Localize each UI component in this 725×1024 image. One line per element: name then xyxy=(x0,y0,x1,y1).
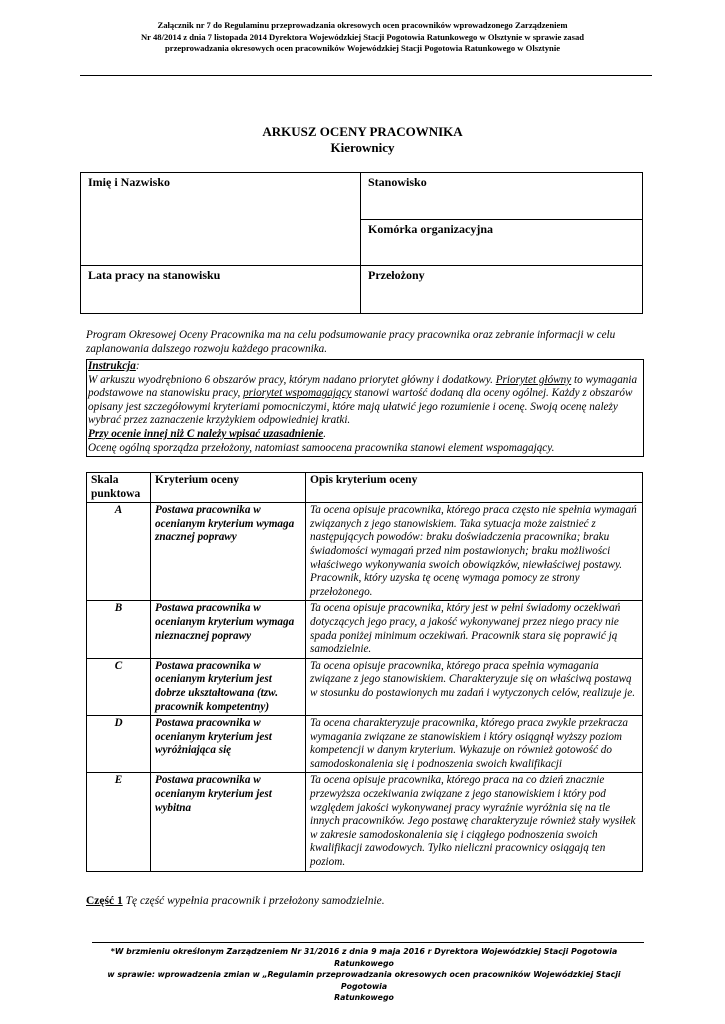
table-row xyxy=(87,658,643,715)
criterion-cell: Postawa pracownika w ocenianym kryterium jest wyróżniająca się xyxy=(151,716,306,773)
employee-info-table xyxy=(80,172,643,314)
instructions-heading: Instrukcja xyxy=(88,360,136,372)
instructions-paragraph xyxy=(88,374,642,428)
header-line: Nr 48/2014 z dnia 7 listopada 2014 Dyrektora Wojewódzkiej Stacji Pogotowia Ratunkowego w Olsztynie w sprawie zasad xyxy=(140,31,585,42)
table-row xyxy=(87,503,643,601)
criterion-cell: Postawa pracownika w ocenianym kryterium wymaga znacznej poprawy xyxy=(151,503,306,601)
scale-header: Skala punktowa xyxy=(87,473,151,503)
footer-divider xyxy=(92,942,644,943)
footer-line: w sprawie: wprowadzenia zmian w „Regulamin przeprowadzania okresowych ocen pracowników Wojewódzkiej Stacji Pogotowia xyxy=(107,970,621,991)
description-cell: Ta ocena opisuje pracownika, którego praca często nie spełnia wymagań związanych z jego stanowiskiem. Taka sytuacja może zaistnieć z następujących powodów: braku doświadczenia pracownika; braku świadomości wymagań przed nim postawionych; braku możliwości właściwego wykonywania swoich obowiązków, niewłaściwej postawy. Pracownik, który uzyska tę ocenę wymaga pomocy ze strony przełożonego. xyxy=(306,503,643,601)
position-label: Stanowisko xyxy=(368,175,427,189)
description-cell: Ta ocena opisuje pracownika, który jest w pełni świadomy oczekiwań dotyczących jego pracy, a jakość wykonywanej przez niego pracy nie spada poniżej minimum oczekiwań. Pracownik stara się poprawić ją samodzielnie. xyxy=(306,601,643,658)
unit-label: Komórka organizacyjna xyxy=(368,222,493,236)
criterion-cell: Postawa pracownika w ocenianym kryterium wymaga nieznacznej poprawy xyxy=(151,601,306,658)
table-row xyxy=(87,773,643,871)
years-label: Lata pracy na stanowisku xyxy=(88,268,221,282)
name-label: Imię i Nazwisko xyxy=(88,175,170,189)
page-title: ARKUSZ OCENY PRACOWNIKA xyxy=(262,124,463,139)
grade-cell: E xyxy=(87,773,151,871)
rating-scale-table xyxy=(86,472,643,872)
header-divider xyxy=(80,75,652,76)
support-priority-term: priorytet wspomagający xyxy=(243,387,352,400)
description-cell: Ta ocena charakteryzuje pracownika, którego praca zwykle przekracza wymagania związane ze stanowiskiem i który osiągnął wyższy poziom kompetencji w danym kryterium. Wykazuje on również gotowość do samodoskonalenia się i podnoszenia swoich kwalifikacji xyxy=(306,716,643,773)
document-footer xyxy=(88,946,640,1004)
criterion-header: Kryterium oceny xyxy=(151,473,306,503)
name-field[interactable] xyxy=(81,173,361,266)
grade-cell: A xyxy=(87,503,151,601)
footer-line: Ratunkowego xyxy=(334,993,394,1002)
instructions-text: to wymagania podstawowe na stanowisku pracy, xyxy=(88,373,638,400)
header-line: Załącznik nr 7 do Regulaminu przeprowadzania okresowych ocen pracowników wprowadzonego Zarządzeniem xyxy=(157,20,568,30)
position-field[interactable] xyxy=(361,173,643,220)
part-1-note xyxy=(86,895,385,907)
grade-cell: D xyxy=(87,716,151,773)
grade-cell: C xyxy=(87,658,151,715)
part-1-text: Tę część wypełnia pracownik i przełożony samodzielnie. xyxy=(125,895,385,907)
document-header xyxy=(80,20,645,55)
header-line: przeprowadzania okresowych ocen pracowników Wojewódzkiej Stacji Pogotowia Ratunkowego w Olsztynie xyxy=(164,43,561,53)
part-1-label: Część 1 xyxy=(86,895,123,907)
supervisor-label: Przełożony xyxy=(368,268,425,282)
footer-line: *W brzmieniu określonym Zarządzeniem Nr 31/2016 z dnia 9 maja 2016 r Dyrektora Wojewódzkiej Stacji Pogotowia Ratunkowego xyxy=(110,947,618,968)
years-field[interactable] xyxy=(81,266,361,314)
description-cell: Ta ocena opisuje pracownika, którego praca na co dzień znacznie przewyższa oczekiwania związane z jego stanowiskiem i który pod względem jakości wykonywanej pracy wyraźnie wyróżnia się na tle innych pracowników. Jego postawę charakteryzuje również stały wysiłek w zakresie samodoskonalenia się i ciągłego podnoszenia swoich kwalifikacji zawodowych. Tylko nieliczni pracownicy osiągają ten poziom. xyxy=(306,773,643,871)
main-priority-term: Priorytet główny xyxy=(495,373,572,386)
instructions-colon: : xyxy=(135,360,140,372)
description-header: Opis kryterium oceny xyxy=(306,473,643,503)
intro-text: Program Okresowej Oceny Pracownika ma na celu podsumowanie pracy pracownika oraz zebranie informacji w celu zaplanowania dalszego rozwoju każdego pracownika. xyxy=(86,329,616,355)
instructions-text: W arkuszu wyodrębniono 6 obszarów pracy, którym nadano priorytet główny i dodatkowy. xyxy=(88,373,496,386)
table-row xyxy=(87,601,643,658)
supervisor-field[interactable] xyxy=(361,266,643,314)
page-subtitle: Kierownicy xyxy=(330,140,395,155)
overall-rating-note: Ocenę ogólną sporządza przełożony, natomiast samoocena pracownika stanowi element wspomagający. xyxy=(88,441,555,454)
instructions-text: stanowi wartość dodaną dla oceny ogólnej. Każdy z obszarów opisany jest szczegółowymi kryteriami pomocniczymi, które mają ułatwić jego rozumienie i ocenę. Swoją ocenę należy wybrać przez zaznaczenie krzyżykiem odpowiedniej kratki. xyxy=(88,387,633,427)
unit-field[interactable] xyxy=(361,220,643,266)
criterion-cell: Postawa pracownika w ocenianym kryterium jest wybitna xyxy=(151,773,306,871)
criterion-cell: Postawa pracownika w ocenianym kryterium jest dobrze ukształtowana (tzw. pracownik kompetentny) xyxy=(151,658,306,715)
description-cell: Ta ocena opisuje pracownika, którego praca spełnia wymagania związane z jego stanowiskiem. Charakteryzuje się on właściwą postawą w stosunku do postawionych mu zadań i wytyczonych celów, realizuje je. xyxy=(306,658,643,715)
instructions-box xyxy=(86,359,644,457)
grade-cell: B xyxy=(87,601,151,658)
table-row xyxy=(87,716,643,773)
justification-note: Przy ocenie innej niż C należy wpisać uzasadnienie xyxy=(88,427,324,440)
justification-dot: . xyxy=(323,427,327,440)
